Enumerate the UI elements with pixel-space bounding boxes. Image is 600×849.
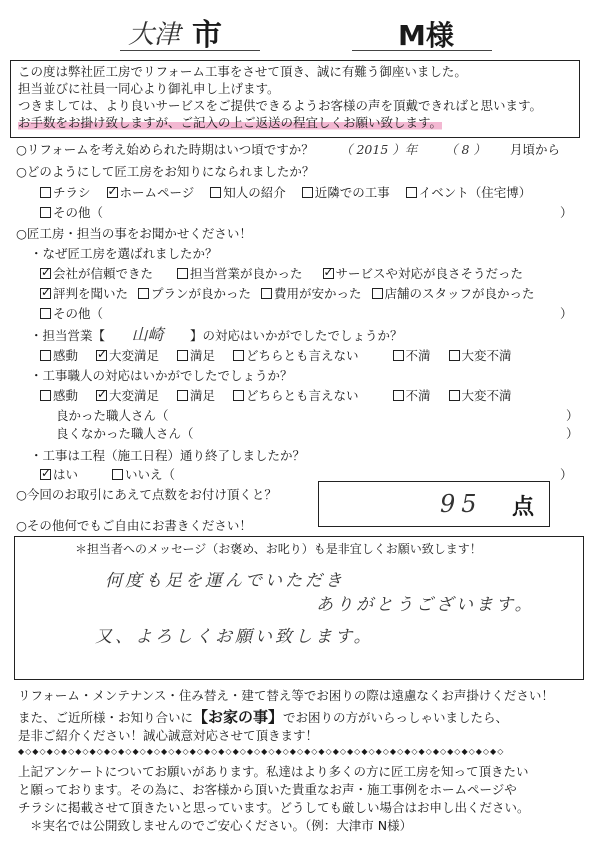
checkbox[interactable] (302, 187, 313, 198)
option-label: 大変満足 (109, 348, 160, 363)
option-label: 満足 (190, 388, 216, 403)
rating-option[interactable] (393, 388, 431, 403)
checkbox[interactable] (177, 390, 188, 401)
checkbox[interactable] (40, 187, 51, 198)
checkbox[interactable] (393, 390, 404, 401)
q3-sub1-row1 (40, 266, 523, 282)
checkbox[interactable] (40, 390, 51, 401)
checkbox[interactable] (40, 207, 51, 218)
rating-option[interactable] (393, 348, 431, 363)
option-label: 感動 (53, 388, 79, 403)
comment-heading: ＊担当者へのメッセージ（お褒め、お叱り）も是非宜しくお願い致します！ (75, 542, 482, 556)
rating-option[interactable] (40, 388, 78, 403)
q2-other[interactable] (40, 205, 103, 221)
q3-sub4-label: ・工事は工程（施工日程）通り終了しましたか？ (30, 448, 306, 463)
q3-sub3-label: ・工事職人の対応はいかがでしたでしょうか？ (30, 368, 293, 383)
q3-sub3-options (40, 388, 512, 404)
reason-option[interactable] (40, 266, 153, 281)
footer-highlight: 【お家の事】 (193, 708, 284, 726)
sales-label-pre: ・担当営業【 (30, 328, 106, 343)
bad-craftsman-label[interactable]: 良くなかった職人さん（ (56, 426, 194, 441)
footer-line-3: 是非ご紹介ください！誠心誠意対応させて頂きます！ (18, 728, 319, 743)
option-label: ホームページ (119, 185, 195, 200)
reason-option[interactable] (177, 266, 303, 281)
header-underline (120, 50, 260, 51)
checkbox[interactable] (372, 288, 383, 299)
checkbox[interactable] (177, 268, 188, 279)
checkbox-checked[interactable] (96, 390, 107, 401)
option-label: サービスや対応が良さそうだった (335, 266, 524, 281)
q2-option[interactable] (210, 185, 286, 200)
checkbox[interactable] (40, 350, 51, 361)
q5-label: ○その他何でもご自由にお書きください！ (16, 518, 252, 533)
comment-line-2: ありがとうございます。 (316, 595, 535, 615)
reason-option[interactable] (138, 286, 251, 301)
option-label: いいえ（ (125, 467, 176, 482)
option-label: 大変不満 (461, 388, 512, 403)
checkbox[interactable] (406, 187, 417, 198)
q3-sub2-label (30, 327, 403, 344)
rating-option[interactable] (233, 388, 359, 403)
intro-line-3: つきましては、より良いサービスをご提供できるようお客様の声を頂戴できればと思います。 (18, 98, 543, 113)
option-label: プランが良かった (151, 286, 252, 301)
q2-label: ○どのようにして匠工房をお知りになられましたか？ (16, 164, 315, 179)
q2-option[interactable] (40, 185, 91, 200)
rating-option[interactable] (40, 348, 78, 363)
option-label: 大変満足 (109, 388, 160, 403)
q1-label: ○リフォームを考え始められた時期はいつ頃ですか？ (16, 142, 314, 157)
checkbox[interactable] (177, 350, 188, 361)
checkbox[interactable] (393, 350, 404, 361)
score-unit: 点 (512, 495, 535, 520)
option-label: 知人の紹介 (223, 185, 286, 200)
option-label: 不満 (405, 348, 431, 363)
sales-rep-name: 山崎 (131, 325, 164, 344)
q2-other-close: ） (560, 205, 573, 220)
rating-option[interactable] (177, 388, 215, 403)
q1-year: （ 2015 ）年 (340, 142, 418, 157)
q3-sub2-options (40, 348, 512, 364)
rating-option[interactable] (449, 348, 512, 363)
q3-sub1-other[interactable] (40, 306, 103, 322)
rating-option[interactable] (96, 388, 159, 403)
reason-option[interactable] (372, 286, 535, 301)
option-label: 担当営業が良かった (190, 266, 303, 281)
notice-line-2: と願っております。その為に、お客様から頂いた貴重なお声・施工事例をホームページや (18, 782, 517, 797)
good-craftsman-label[interactable]: 良かった職人さん（ (56, 408, 169, 423)
option-label: はい (53, 467, 79, 482)
notice-line-4: ＊実名では公開致しませんのでご安心ください。（例：大津市 N様） (30, 818, 413, 833)
reason-option[interactable] (261, 286, 362, 301)
q4-label: ○今回のお取引にあえて点数をお付け頂くと？ (16, 487, 277, 502)
option-label: 感動 (53, 348, 79, 363)
checkbox[interactable] (138, 288, 149, 299)
schedule-no-close: ） (560, 467, 573, 482)
bad-craftsman-close: ） (566, 426, 579, 441)
checkbox[interactable] (210, 187, 221, 198)
footer-line-2a: また、ご近所様・お知り合いに (18, 710, 194, 725)
option-label: 費用が安かった (274, 286, 362, 301)
checkbox[interactable] (233, 350, 244, 361)
footer-line-2b: でお困りの方がいらっしゃいましたら、 (283, 710, 509, 725)
other-label: その他（ (53, 205, 104, 220)
rating-option[interactable] (233, 348, 359, 363)
rating-option[interactable] (449, 388, 512, 403)
good-craftsman-close: ） (566, 408, 579, 423)
q3-sub1-label: ・なぜ匠工房を選ばれましたか？ (30, 246, 218, 261)
diamond-divider: ◆◇◆◇◆◇◆◇◆◇◆◇◆◇◆◇◆◇◆◇◆◇◆◇◆◇◆◇◆◇◆◇◆◇◆◇◆◇◆◇◆◇◆◇◆◇◆◇◆◇◆◇◆◇◆◇◆◇◆◇◆◇◆◇◆◇◆◇ (18, 747, 505, 756)
q2-option[interactable] (406, 185, 532, 200)
footer-line-2 (18, 706, 508, 727)
checkbox[interactable] (261, 288, 272, 299)
checkbox[interactable] (112, 469, 123, 480)
notice-line-1: 上記アンケートについてお願いがあります。私達はより多くの方に匠工房を知って頂きたい (18, 764, 529, 779)
option-label: どちらとも言えない (246, 348, 359, 363)
checkbox-checked[interactable] (107, 187, 118, 198)
option-label: 不満 (405, 388, 431, 403)
customer-name: M様 (398, 19, 454, 52)
header-city-suffix: 市 (192, 18, 222, 53)
checkbox[interactable] (449, 390, 460, 401)
reason-option[interactable] (40, 286, 128, 301)
q3-sub1-row2 (40, 286, 535, 302)
checkbox-checked[interactable] (96, 350, 107, 361)
comment-line-1: 何度も足を運んでいただき (105, 571, 345, 591)
intro-line-4: お手数をお掛け致しますが、ご記入の上ご返送の程宜しくお願い致します。 (18, 115, 443, 130)
score-value: 95 (440, 490, 483, 518)
option-label: チラシ (53, 185, 91, 200)
q3-sub1-other-close: ） (560, 306, 573, 321)
header-city: 大津 (128, 20, 181, 50)
reason-option[interactable] (323, 266, 524, 281)
comment-line-3: 又、よろしくお願い致します。 (95, 627, 374, 647)
notice-line-3: チラシに掲載させて頂きたいと思っています。どうしても厳しい場合はお申し出ください。 (18, 800, 530, 815)
option-label: 評判を聞いた (53, 286, 129, 301)
option-label: 会社が信頼できた (53, 266, 154, 281)
checkbox-checked[interactable] (323, 268, 334, 279)
option-label: イベント（住宅博） (418, 185, 532, 200)
q3-label: ○匠工房・担当の事をお聞かせください！ (16, 226, 252, 241)
checkbox-checked[interactable] (40, 288, 51, 299)
schedule-no[interactable] (112, 467, 175, 482)
schedule-yes[interactable] (40, 467, 78, 482)
q3-sub4-options (40, 467, 175, 483)
intro-line-1: この度は弊社匠工房でリフォーム工事をさせて頂き、誠に有難う御座いました。 (18, 64, 467, 79)
q2-option[interactable] (107, 185, 195, 200)
other-label: その他（ (53, 306, 104, 321)
option-label: 大変不満 (461, 348, 512, 363)
sales-label-post: 】の対応はいかがでしたでしょうか？ (190, 328, 403, 343)
rating-option[interactable] (96, 348, 159, 363)
checkbox[interactable] (449, 350, 460, 361)
option-label: どちらとも言えない (246, 388, 359, 403)
header-underline-right (352, 50, 492, 51)
intro-line-2: 担当並びに社員一同心より御礼申し上げます。 (18, 81, 280, 96)
checkbox-checked[interactable] (40, 268, 51, 279)
checkbox-checked[interactable] (40, 469, 51, 480)
option-label: 満足 (190, 348, 216, 363)
q1-month: （ 8 ） (445, 142, 486, 157)
q2-option[interactable] (302, 185, 390, 200)
q2-options (40, 185, 531, 201)
q1-suffix: 月頃から (510, 142, 561, 157)
rating-option[interactable] (177, 348, 215, 363)
checkbox[interactable] (40, 308, 51, 319)
footer-line-1: リフォーム・メンテナンス・住み替え・建て替え等でお困りの際は遠慮なくお声掛けください！ (18, 688, 554, 703)
option-label: 近隣での工事 (314, 185, 390, 200)
option-label: 店舗のスタッフが良かった (384, 286, 535, 301)
checkbox[interactable] (233, 390, 244, 401)
